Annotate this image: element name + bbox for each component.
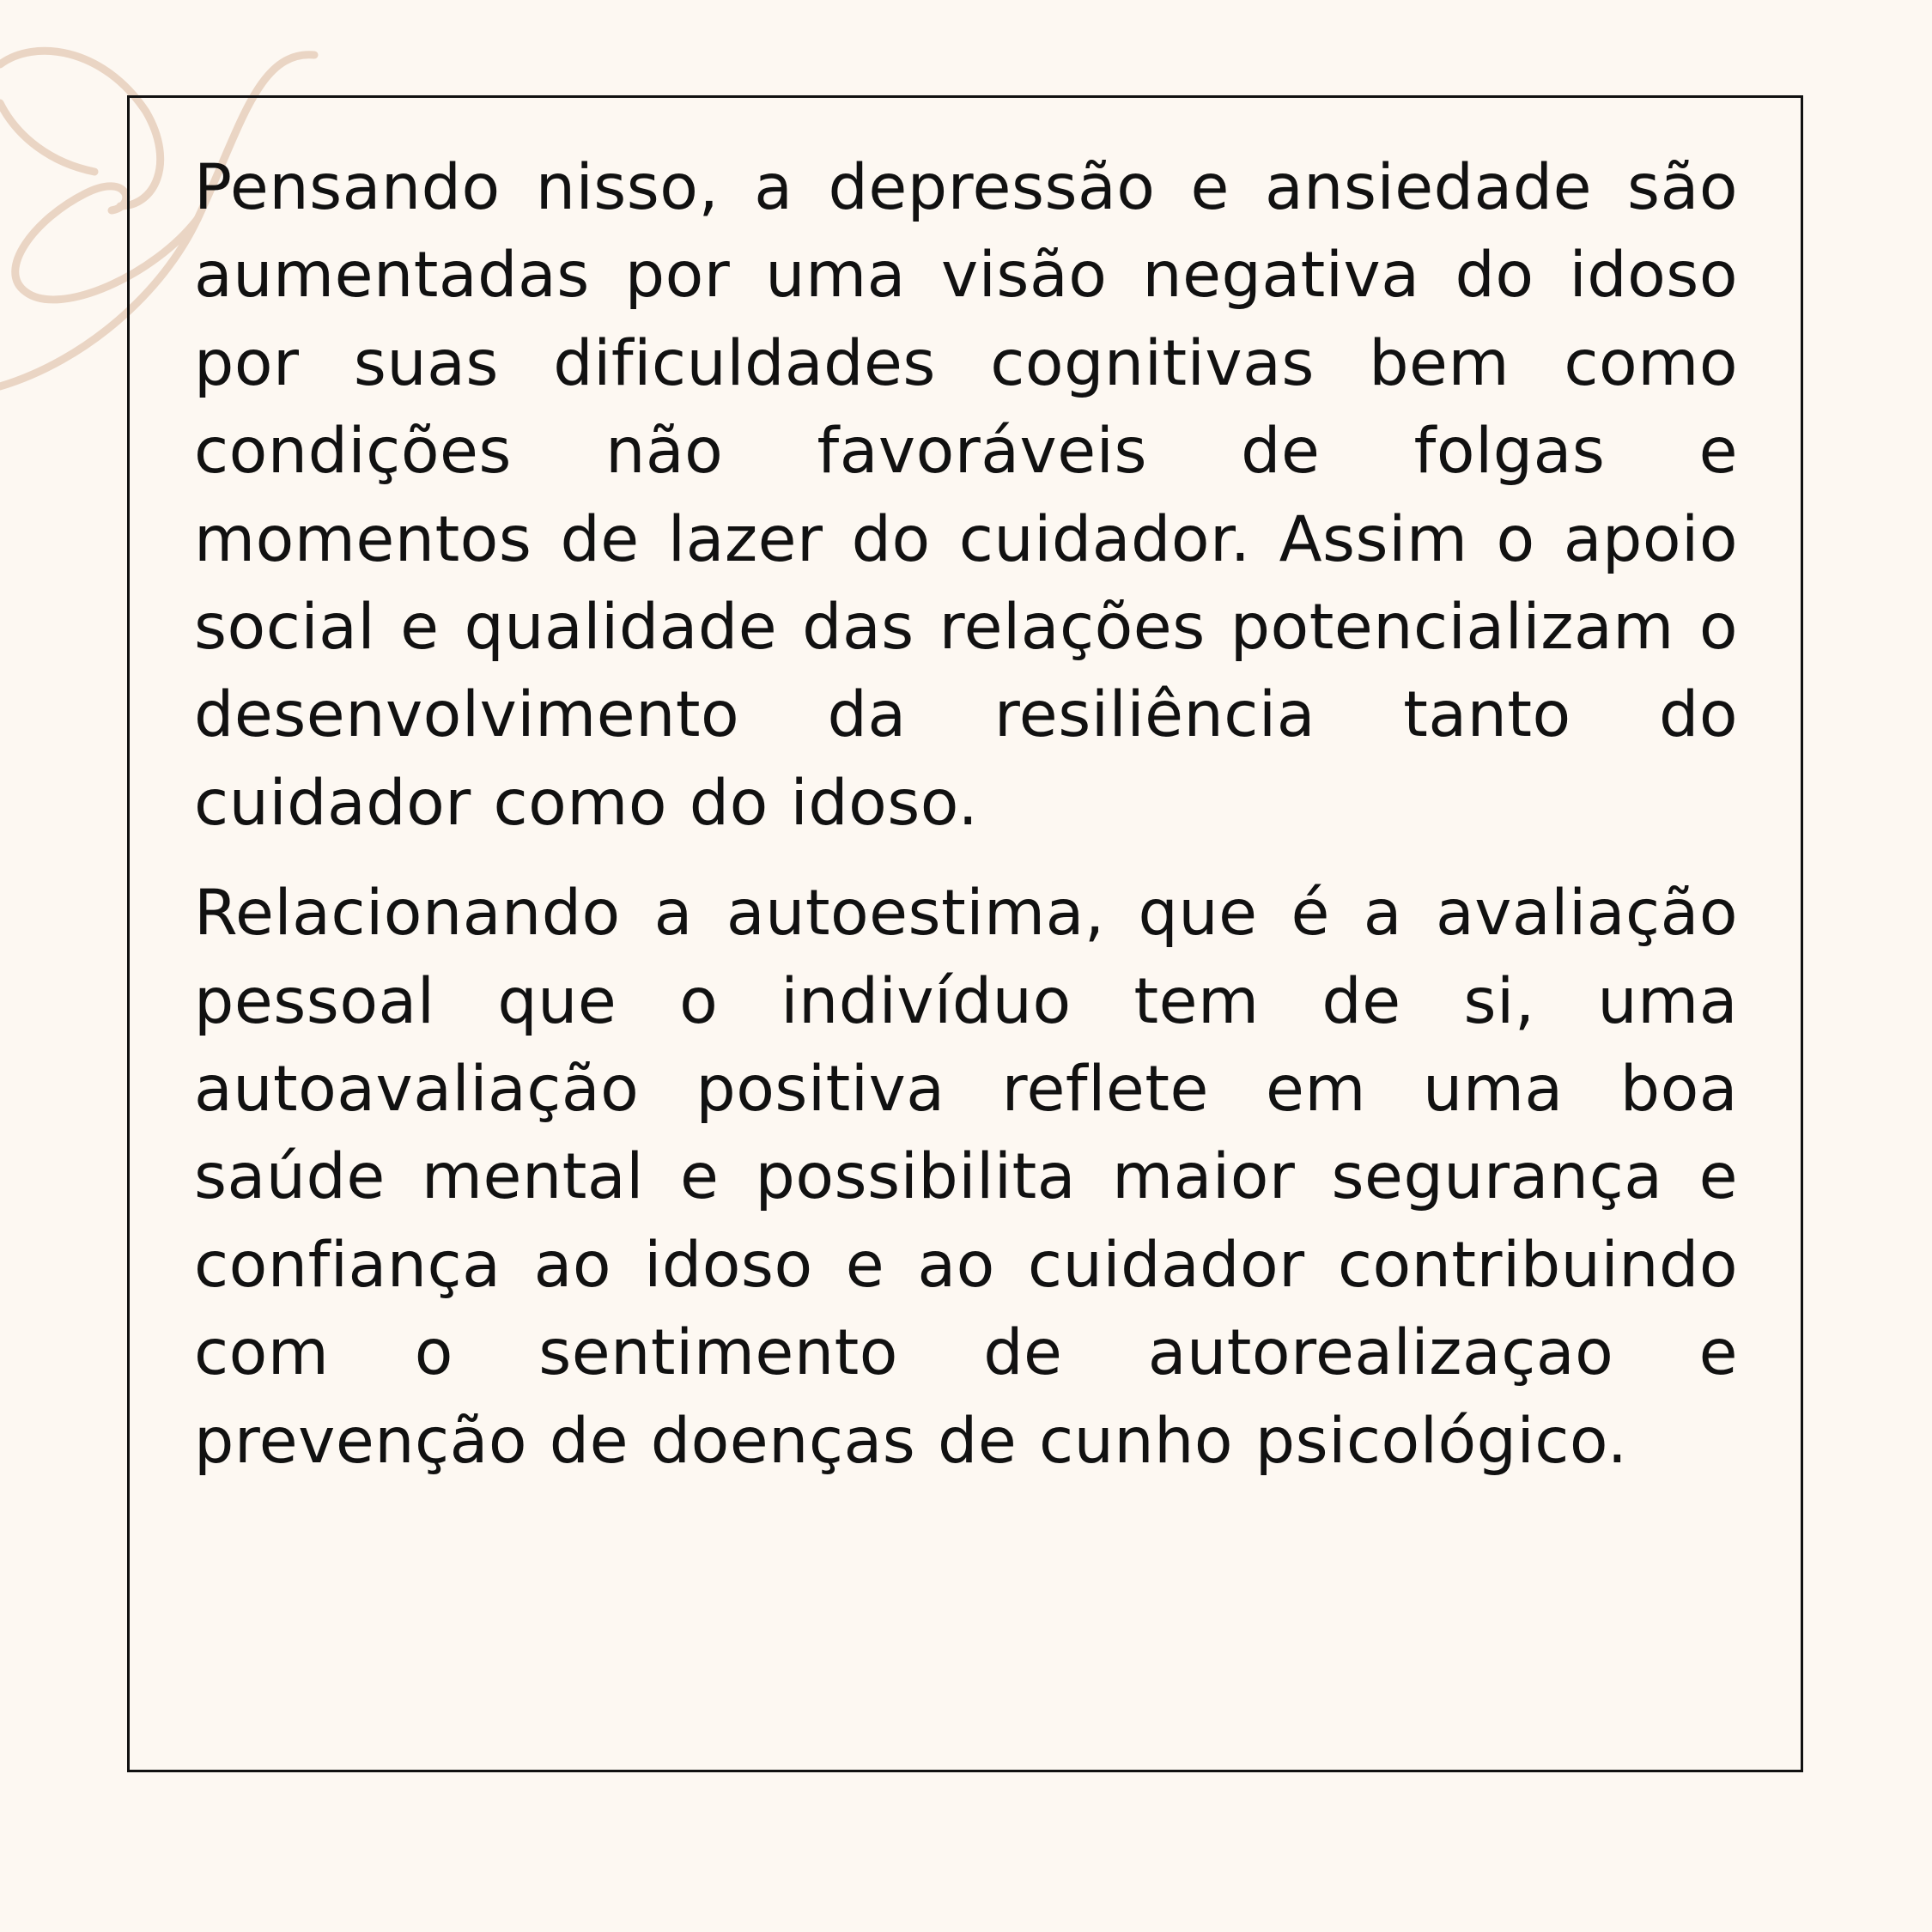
paragraph-2: Relacionando a autoestima, que é a avaliação pessoal que o indivíduo tem de si, uma autoavaliação positiva reflete em uma boa saúde mental e possibilita maior segurança e confiança ao idoso e ao cuidador contribuindo com o sentimento de autorealizaçao e prevenção de doenças de cunho psicológico.	[194, 877, 1738, 1478]
body-text	[194, 144, 1738, 1485]
paragraph-1: Pensando nisso, a depressão e ansiedade são aumentadas por uma visão negativa do idoso por suas dificuldades cognitivas bem como condições não favoráveis de folgas e momentos de lazer do cuidador. Assim o apoio social e qualidade das relações potencializam o desenvolvimento da resiliência tanto do cuidador como do idoso.	[194, 151, 1738, 840]
